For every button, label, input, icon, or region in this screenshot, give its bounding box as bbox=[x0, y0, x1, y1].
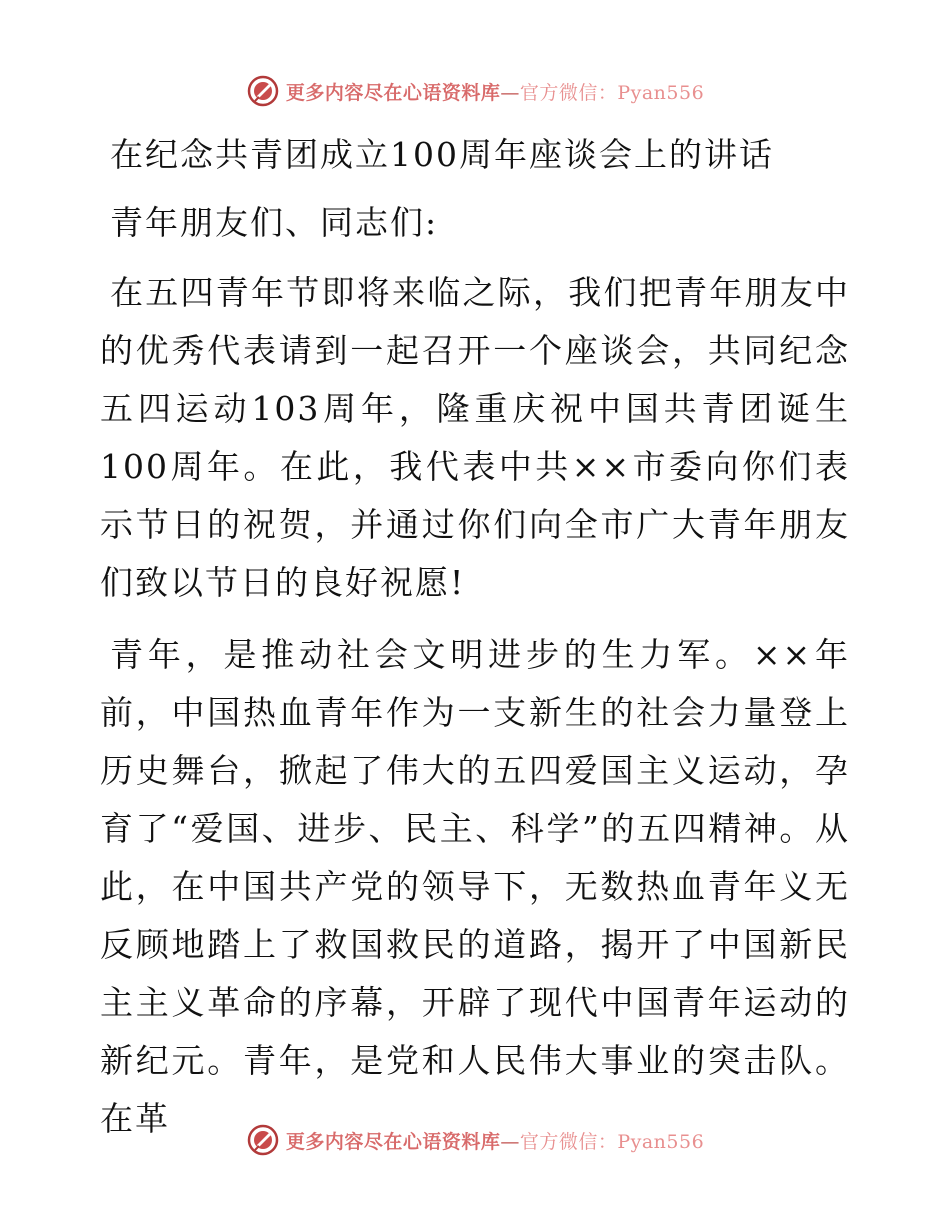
paragraph-1: 在五四青年节即将来临之际，我们把青年朋友中的优秀代表请到一起召开一个座谈会，共同纪念五四运动103周年，隆重庆祝中国共青团诞生100周年。在此，我代表中共××市委向你们表示节日的祝贺，并通过你们向全市广大青年朋友们致以节日的良好祝愿! bbox=[100, 273, 850, 602]
watermark-footer bbox=[0, 1120, 950, 1160]
document-title: 在纪念共青团成立100周年座谈会上的讲话 bbox=[110, 135, 774, 174]
watermark-brand: 更多内容尽在心语资料库 bbox=[285, 1130, 501, 1153]
watermark-header bbox=[0, 71, 950, 111]
salutation: 青年朋友们、同志们: bbox=[110, 203, 439, 242]
paragraph-2: 青年，是推动社会文明进步的生力军。××年前，中国热血青年作为一支新生的社会力量登上历史舞台，掀起了伟大的五四爱国主义运动，孕育了“爱国、进步、民主、科学”的五四精神。从此，在中国共产党的领导下，无数热血青年义无反顾地踏上了救国救民的道路，揭开了中国新民主主义革命的序幕，开辟了现代中国青年运动的新纪元。青年，是党和人民伟大事业的突击队。在革 bbox=[100, 635, 850, 1138]
watermark-separator: — bbox=[500, 1130, 520, 1153]
watermark-brand: 更多内容尽在心语资料库 bbox=[285, 81, 501, 104]
watermark-text bbox=[286, 1127, 704, 1154]
quill-seal-icon bbox=[246, 1123, 280, 1157]
watermark-wechat: 官方微信：Pyan556 bbox=[519, 1130, 705, 1153]
watermark-separator: — bbox=[500, 81, 520, 104]
watermark-wechat: 官方微信：Pyan556 bbox=[519, 81, 705, 104]
watermark-text bbox=[286, 78, 704, 105]
document-body bbox=[100, 120, 850, 1148]
quill-seal-icon bbox=[246, 74, 280, 108]
